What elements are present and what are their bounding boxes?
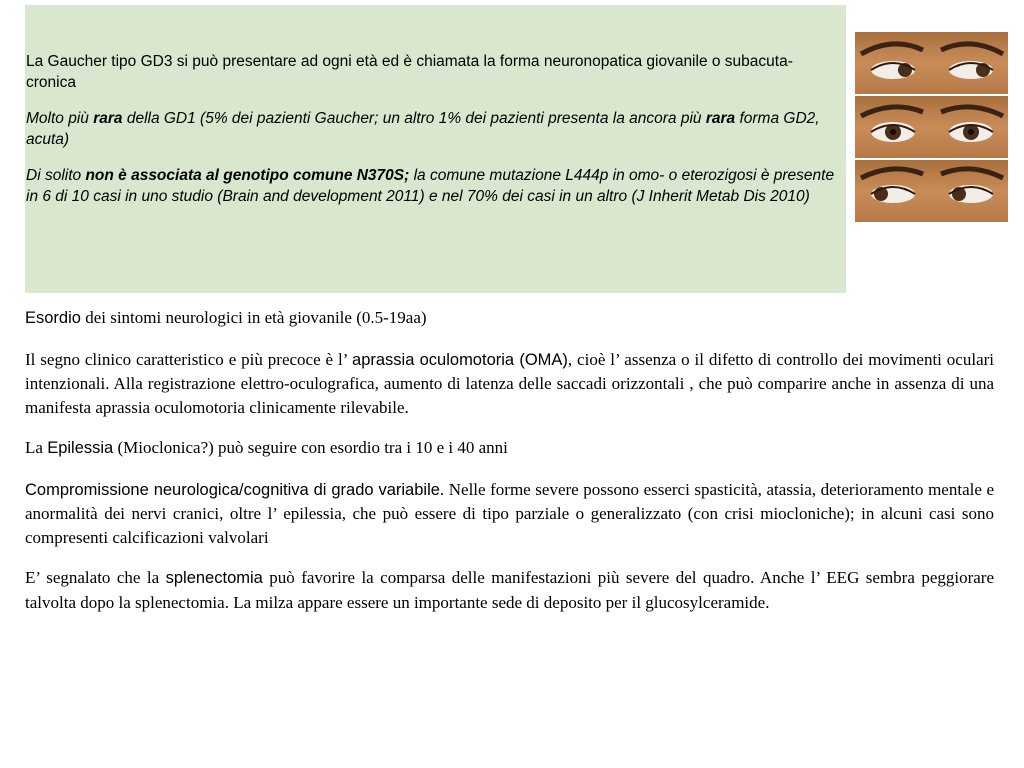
term-oma: aprassia oculomotoria (OMA) xyxy=(352,350,568,369)
emphasis-genotype: non è associata al genotipo comune N370S; xyxy=(85,167,410,184)
text-run: forma GD2, acuta) xyxy=(26,110,820,148)
paragraph-neurological xyxy=(25,478,994,550)
text-run: E’ segnalato che la xyxy=(25,568,166,587)
summary-frequency xyxy=(26,108,840,150)
emphasis-rara: rara xyxy=(705,110,736,127)
paragraph-oma xyxy=(25,348,994,420)
text-run: (Mioclonica?) può seguire con esordio tra i 10 e i 40 anni xyxy=(113,438,508,457)
eye-frame-3 xyxy=(855,160,1008,222)
text-run: Di solito xyxy=(26,167,86,184)
text-run: della GD1 (5% dei pazienti Gaucher; un altro 1% dei pazienti presenta la ancora più xyxy=(122,110,706,127)
summary-box xyxy=(25,5,846,293)
text-run: la comune mutazione L444p in omo- o eterozigosi è presente in 6 di 10 casi in uno studio (Brain and development 2011) e nel 70% dei casi in un altro (J Inherit Metab Dis 2010) xyxy=(26,167,835,205)
emphasis-rara: rara xyxy=(93,110,123,127)
text-run: La xyxy=(25,438,48,457)
eye-frame-1 xyxy=(855,32,1008,94)
eye-frame-2 xyxy=(855,96,1008,158)
text-run: Molto più xyxy=(26,110,94,127)
eyes-photo xyxy=(855,32,1008,222)
paragraph-onset xyxy=(25,306,994,331)
term-esordio: Esordio xyxy=(25,309,81,327)
term-compromissione: Compromissione neurologica/cognitiva di grado variabile xyxy=(25,480,440,499)
term-epilessia: Epilessia xyxy=(47,439,114,457)
text-run: può favorire la comparsa delle manifestazioni più severe del quadro. Anche l’ EEG sembra peggiorare talvolta dopo la splenectomia. La milza appare essere un importante sede di deposito per il glucosylceramide. xyxy=(25,568,995,612)
text-run: dei sintomi neurologici in età giovanile (0.5-19aa) xyxy=(80,308,427,327)
paragraph-epilepsy xyxy=(25,436,994,461)
paragraph-splenectomy xyxy=(25,566,994,614)
summary-genotype xyxy=(26,165,840,207)
text-run: . Nelle forme severe possono esserci spasticità, atassia, deterioramento mentale e anormalità dei nervi cranici, oltre l’ epilessia, che può essere di tipo parziale o generalizzato (con crisi miocloniche); in alcuni casi sono compresenti calcificazioni valvolari xyxy=(25,479,994,547)
text-run: Il segno clinico caratteristico e più precoce è l’ xyxy=(25,349,353,369)
body-text xyxy=(25,306,994,614)
summary-intro: La Gaucher tipo GD3 si può presentare ad ogni età ed è chiamata la forma neuronopatica giovanile o subacuta-cronica xyxy=(26,53,793,91)
term-splenectomia: splenectomia xyxy=(165,569,263,587)
text-run: , cioè l’ assenza o il difetto di controllo dei movimenti oculari intenzionali. Alla registrazione elettro-oculografica, aumento di latenza delle saccadi orizzontali , che può comparire anche in assenza di una manifesta aprassia oculomotoria clinicamente rilevabile. xyxy=(25,349,995,417)
